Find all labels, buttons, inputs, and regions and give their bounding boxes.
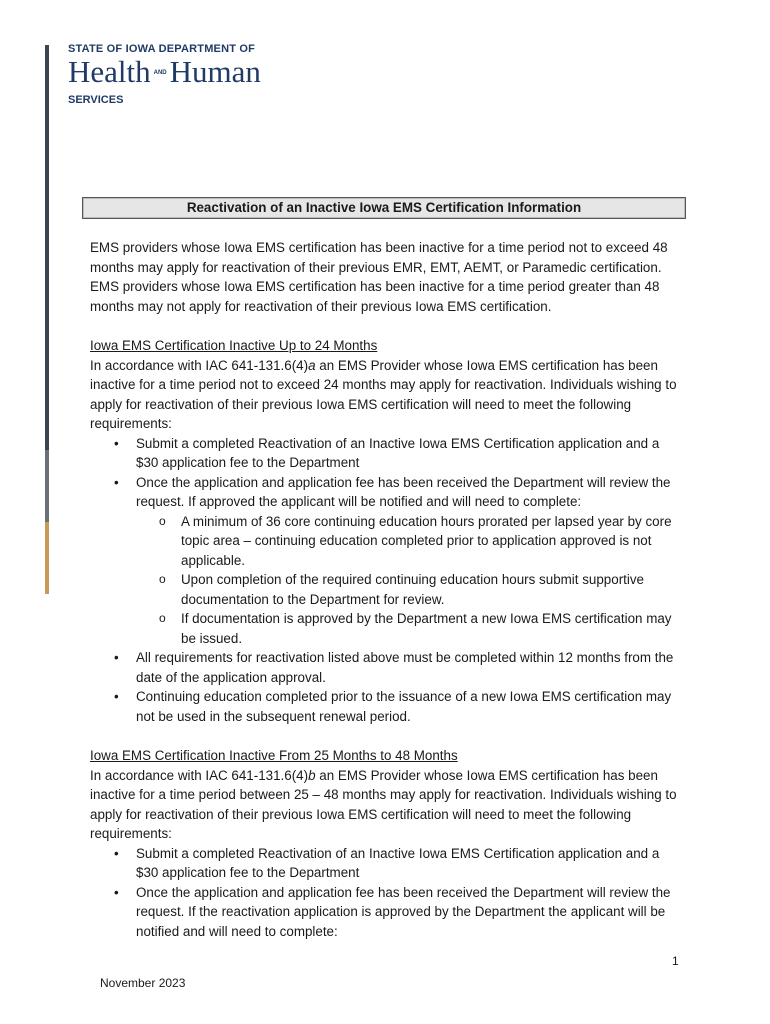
section1-subbullet-1: o A minimum of 36 core continuing education hours prorated per lapsed year by core topic area – continuing education completed prior to application approved is not applicable.: [181, 512, 680, 571]
logo-word-health: Health: [68, 54, 151, 89]
intro-paragraph: EMS providers whose Iowa EMS certification has been inactive for a time period not to exceed 48 months may apply for reactivation of their previous EMR, EMT, AEMT, or Paramedic certification. EMS providers whose Iowa EMS certification has been inactive for a time period greater than 48 months may not apply for reactivation of their previous Iowa EMS certification.: [90, 240, 668, 314]
side-accent-bar-top: [45, 45, 49, 450]
section2-requirements: [90, 844, 680, 942]
section1-subbullet-3: o If documentation is approved by the Department a new Iowa EMS certification may be issued.: [181, 609, 680, 648]
section2-intro: [90, 766, 680, 844]
section1-bullet-3: • All requirements for reactivation listed above must be completed within 12 months from the date of the application approval.: [136, 648, 680, 687]
section2-intro-text: an EMS Provider whose Iowa EMS certification has been inactive for a time period between 25 – 48 months may apply for reactivation. Individuals wishing to apply for reactivation of their previous Iowa EMS certification will need to meet the following requirements:: [90, 767, 677, 841]
page-number: 1: [672, 954, 679, 968]
document-body: [90, 238, 680, 941]
section1-subbullet-2: o Upon completion of the required continuing education hours submit supportive documentation to the Department for review.: [181, 570, 680, 609]
logo-word-human: Human: [169, 54, 261, 89]
logo-wordmark: [68, 56, 261, 91]
section1-heading: Iowa EMS Certification Inactive Up to 24 Months: [90, 338, 378, 353]
side-accent-bar-bottom: [45, 522, 49, 594]
section1-bullet-1: • Submit a completed Reactivation of an Inactive Iowa EMS Certification application and a $30 application fee to the Department: [136, 434, 680, 473]
section1-bullet-2-text: Once the application and application fee has been received the Department will review the request. If approved the applicant will be notified and will need to complete:: [136, 474, 671, 509]
logo-word-and: AND: [153, 69, 167, 76]
section1-intro-citation: In accordance with IAC 641-131.6(4): [90, 357, 309, 373]
document-title: Reactivation of an Inactive Iowa EMS Certification Information: [82, 197, 686, 219]
section1-intro-subsection: a: [308, 357, 316, 373]
section2-heading: Iowa EMS Certification Inactive From 25 Months to 48 Months: [90, 748, 458, 763]
section1-intro-text: an EMS Provider whose Iowa EMS certification has been inactive for a time period not to exceed 24 months may apply for reactivation. Individuals wishing to apply for reactivation of their previous Iowa EMS certification will need to meet the following requirements:: [90, 357, 677, 431]
logo-state-line: STATE OF IOWA DEPARTMENT OF: [68, 43, 256, 55]
hhs-logo: [68, 42, 261, 107]
footer-date: November 2023: [100, 976, 186, 990]
side-accent-bar-middle: [45, 450, 49, 522]
section1-subrequirements: [136, 512, 680, 649]
section1-bullet-4: • Continuing education completed prior to the issuance of a new Iowa EMS certification may not be used in the subsequent renewal period.: [136, 687, 680, 726]
section2-intro-citation: In accordance with IAC 641-131.6(4): [90, 767, 309, 783]
section1-intro: [90, 356, 680, 434]
section1-requirements: [90, 434, 680, 727]
section2-intro-subsection: b: [308, 767, 316, 783]
logo-services-line: SERVICES: [68, 93, 124, 106]
section1-bullet-2: [136, 473, 680, 649]
section2-bullet-2: • Once the application and application fee has been received the Department will review the request. If the reactivation application is approved by the Department the applicant will be notified and will need to complete:: [136, 883, 680, 942]
section2-bullet-1: • Submit a completed Reactivation of an Inactive Iowa EMS Certification application and a $30 application fee to the Department: [136, 844, 680, 883]
